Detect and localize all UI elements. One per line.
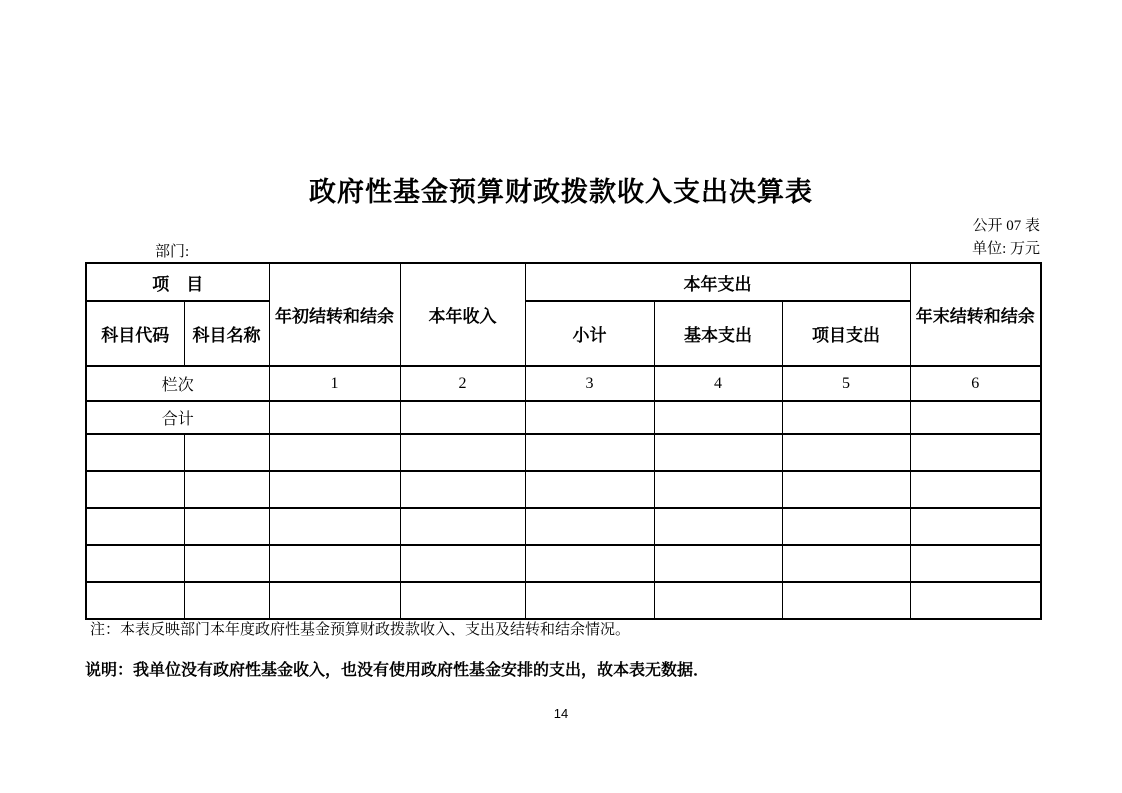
- total-cell: [400, 401, 525, 434]
- empty-table-row: [86, 582, 1041, 619]
- empty-cell: [184, 582, 269, 619]
- unit-label: 单位: 万元: [972, 241, 1040, 257]
- empty-cell: [910, 471, 1041, 508]
- empty-cell: [184, 545, 269, 582]
- empty-cell: [86, 545, 184, 582]
- header-basic-expenditure: 基本支出: [654, 301, 782, 366]
- empty-cell: [525, 545, 654, 582]
- empty-cell: [782, 471, 910, 508]
- empty-cell: [184, 471, 269, 508]
- empty-cell: [525, 471, 654, 508]
- empty-cell: [86, 471, 184, 508]
- empty-table-row: [86, 508, 1041, 545]
- empty-cell: [184, 508, 269, 545]
- total-row-label: 合计: [86, 401, 269, 434]
- empty-cell: [525, 582, 654, 619]
- empty-cell: [910, 508, 1041, 545]
- table-meta: [972, 215, 1040, 261]
- empty-cell: [782, 545, 910, 582]
- page-title: 政府性基金预算财政拨款收入支出决算表: [309, 177, 813, 207]
- empty-cell: [525, 434, 654, 471]
- empty-cell: [654, 508, 782, 545]
- header-subtotal: 小计: [525, 301, 654, 366]
- empty-rows: [86, 434, 1041, 619]
- empty-cell: [910, 582, 1041, 619]
- empty-table-row: [86, 471, 1041, 508]
- header-opening-balance: 年初结转和结余: [269, 263, 400, 366]
- total-cell: [910, 401, 1041, 434]
- header-item-group: 项 目: [86, 263, 269, 301]
- column-index-value: 3: [525, 366, 654, 401]
- empty-cell: [400, 545, 525, 582]
- fund-budget-table: [85, 262, 1042, 620]
- empty-table-row: [86, 545, 1041, 582]
- column-index-row: [86, 366, 1041, 401]
- column-index-value: 1: [269, 366, 400, 401]
- empty-cell: [86, 582, 184, 619]
- empty-cell: [400, 582, 525, 619]
- empty-cell: [654, 582, 782, 619]
- empty-cell: [910, 545, 1041, 582]
- column-index-value: 6: [910, 366, 1041, 401]
- total-cell: [269, 401, 400, 434]
- statement-text: 说明：我单位没有政府性基金收入，也没有使用政府性基金安排的支出，故本表无数据．: [85, 662, 710, 679]
- empty-cell: [910, 434, 1041, 471]
- header-closing-balance: 年末结转和结余: [910, 263, 1041, 366]
- empty-cell: [269, 471, 400, 508]
- department-label: 部门:: [155, 244, 190, 260]
- page-number: 14: [553, 706, 569, 721]
- column-index-value: 2: [400, 366, 525, 401]
- header-current-year-income: 本年收入: [400, 263, 525, 366]
- header-project-expenditure: 项目支出: [782, 301, 910, 366]
- empty-cell: [400, 508, 525, 545]
- column-index-value: 5: [782, 366, 910, 401]
- empty-cell: [269, 508, 400, 545]
- table-code-label: 公开 07 表: [972, 218, 1040, 234]
- total-row: [86, 401, 1041, 434]
- empty-cell: [654, 471, 782, 508]
- header-subject-name: 科目名称: [184, 301, 269, 366]
- empty-cell: [400, 434, 525, 471]
- total-cell: [654, 401, 782, 434]
- empty-cell: [269, 582, 400, 619]
- header-row-groups: [86, 263, 1041, 301]
- column-index-value: 4: [654, 366, 782, 401]
- empty-cell: [184, 434, 269, 471]
- total-cell: [525, 401, 654, 434]
- header-current-year-expenditure: 本年支出: [525, 263, 910, 301]
- empty-cell: [86, 508, 184, 545]
- table-note: 注：本表反映部门本年度政府性基金预算财政拨款收入、支出及结转和结余情况。: [90, 622, 631, 638]
- empty-cell: [269, 545, 400, 582]
- empty-cell: [782, 582, 910, 619]
- empty-cell: [86, 434, 184, 471]
- empty-cell: [782, 434, 910, 471]
- column-index-label: 栏次: [86, 366, 269, 401]
- header-row-subcolumns: [86, 301, 1041, 366]
- empty-cell: [525, 508, 654, 545]
- header-subject-code: 科目代码: [86, 301, 184, 366]
- empty-table-row: [86, 434, 1041, 471]
- empty-cell: [400, 471, 525, 508]
- empty-cell: [654, 545, 782, 582]
- empty-cell: [269, 434, 400, 471]
- total-cell: [782, 401, 910, 434]
- empty-cell: [654, 434, 782, 471]
- empty-cell: [782, 508, 910, 545]
